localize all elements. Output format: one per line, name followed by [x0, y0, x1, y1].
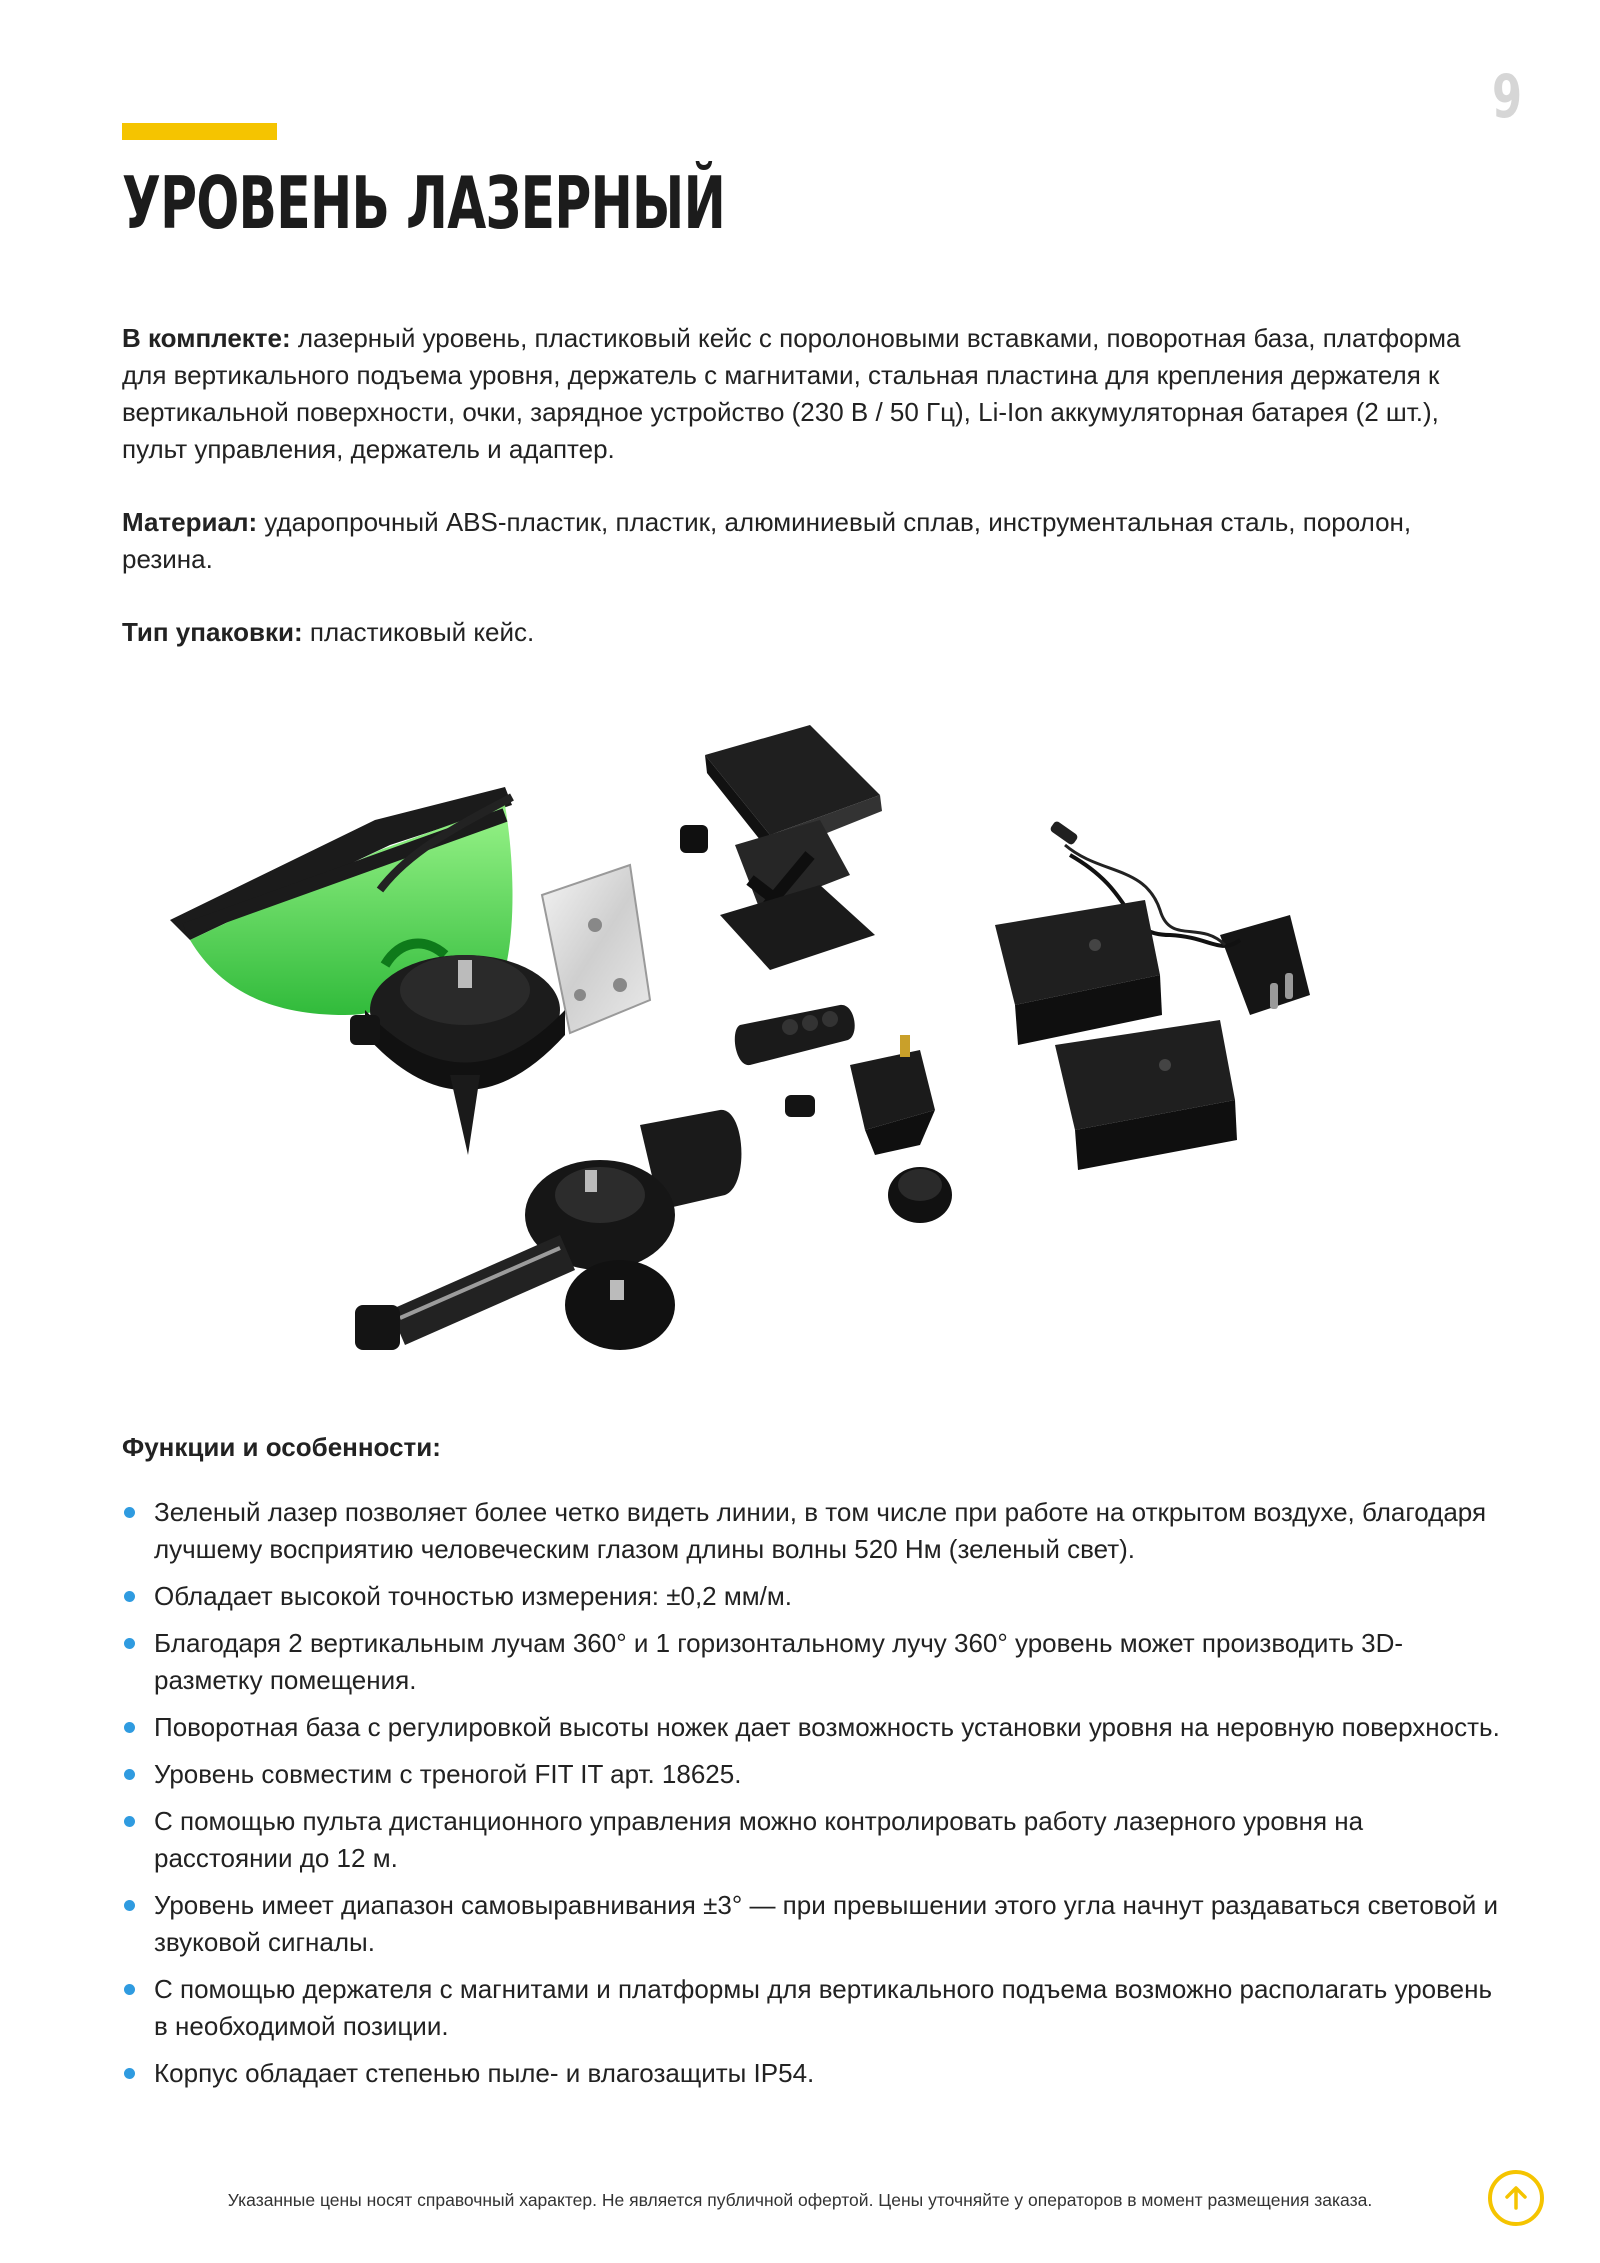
- list-item: [122, 1756, 1502, 1793]
- arrow-up-icon: [1501, 2183, 1531, 2213]
- bullet-icon: [124, 1638, 135, 1649]
- remote-control: [735, 1005, 855, 1065]
- bullet-icon: [124, 1591, 135, 1602]
- bullet-icon: [124, 1769, 135, 1780]
- feature-text: С помощью держателя с магнитами и платформы для вертикального подъема возможно располагать уровень в необходимой позиции.: [154, 1974, 1493, 2041]
- page-number: 9: [1491, 62, 1522, 132]
- scroll-top-button[interactable]: [1488, 2170, 1544, 2226]
- bullet-icon: [124, 1984, 135, 1995]
- list-item: [122, 1494, 1502, 1568]
- feature-text: Обладает высокой точностью измерения: ±0,2 мм/м.: [154, 1581, 792, 1611]
- footer-disclaimer: Указанные цены носят справочный характер. Не является публичной офертой. Цены уточняйте у операторов в момент размещения заказа.: [227, 2190, 1373, 2210]
- list-item: [122, 1971, 1502, 2045]
- specs-section: [122, 320, 1502, 687]
- list-item: [122, 1887, 1502, 1961]
- list-item: [122, 1709, 1502, 1746]
- feature-text: Уровень имеет диапазон самовыравнивания ±3° — при превышении этого угла начнут раздаваться световой и звуковой сигналы.: [154, 1890, 1499, 1957]
- spec-text: лазерный уровень, пластиковый кейс с поролоновыми вставками, поворотная база, платформа для вертикального подъема уровня, держатель с магнитами, стальная пластина для крепления держателя к вертикальной поверхности, очки, зарядное устройство (230 В / 50 Гц), Li-Ion аккумуляторная батарея (2 шт.), пульт управления, держатель и адаптер.: [122, 323, 1461, 464]
- features-heading: Функции и особенности:: [122, 1432, 441, 1462]
- list-item: [122, 1578, 1502, 1615]
- feature-text: С помощью пульта дистанционного управления можно контролировать работу лазерного уровня на расстоянии до 12 м.: [154, 1806, 1364, 1873]
- spec-label: Тип упаковки:: [122, 617, 303, 647]
- product-photo: [160, 715, 1480, 1385]
- feature-text: Уровень совместим с треногой FIT IT арт. 18625.: [154, 1759, 742, 1789]
- bullet-icon: [124, 1900, 135, 1911]
- bullet-icon: [124, 1722, 135, 1733]
- spec-packaging: [122, 614, 1502, 651]
- list-item: [122, 2055, 1502, 2092]
- spec-text: пластиковый кейс.: [309, 617, 535, 647]
- list-item: [122, 1803, 1502, 1877]
- list-item: [122, 1625, 1502, 1699]
- feature-text: Благодаря 2 вертикальным лучам 360° и 1 горизонтальному лучу 360° уровень может производить 3D-разметку помещения.: [154, 1628, 1404, 1695]
- holder-small: [785, 1035, 935, 1155]
- spec-label: В комплекте:: [122, 323, 291, 353]
- spec-label: Материал:: [122, 507, 258, 537]
- magnetic-holder: [355, 1110, 741, 1350]
- bullet-icon: [124, 1816, 135, 1827]
- spec-text: ударопрочный ABS-пластик, пластик, алюминиевый сплав, инструментальная сталь, поролон, резина.: [122, 507, 1412, 574]
- bullet-icon: [124, 1507, 135, 1518]
- bullet-icon: [124, 2068, 135, 2079]
- rotating-base: [350, 955, 565, 1155]
- adapter: [888, 1167, 952, 1223]
- features-list: [122, 1494, 1502, 2102]
- feature-text: Корпус обладает степенью пыле- и влагозащиты IP54.: [154, 2058, 815, 2088]
- feature-text: Поворотная база с регулировкой высоты ножек дает возможность установки уровня на неровную поверхность.: [154, 1712, 1500, 1742]
- lift-platform: [680, 725, 882, 970]
- accent-bar: [122, 123, 277, 140]
- page-title: УРОВЕНЬ ЛАЗЕРНЫЙ: [122, 161, 726, 245]
- battery-top: [995, 900, 1162, 1045]
- battery-bottom: [1055, 1020, 1237, 1170]
- feature-text: Зеленый лазер позволяет более четко видеть линии, в том числе при работе на открытом воздухе, благодаря лучшему восприятию человеческим глазом длины волны 520 Нм (зеленый свет).: [154, 1497, 1487, 1564]
- spec-kit: [122, 320, 1502, 468]
- spec-material: [122, 504, 1502, 578]
